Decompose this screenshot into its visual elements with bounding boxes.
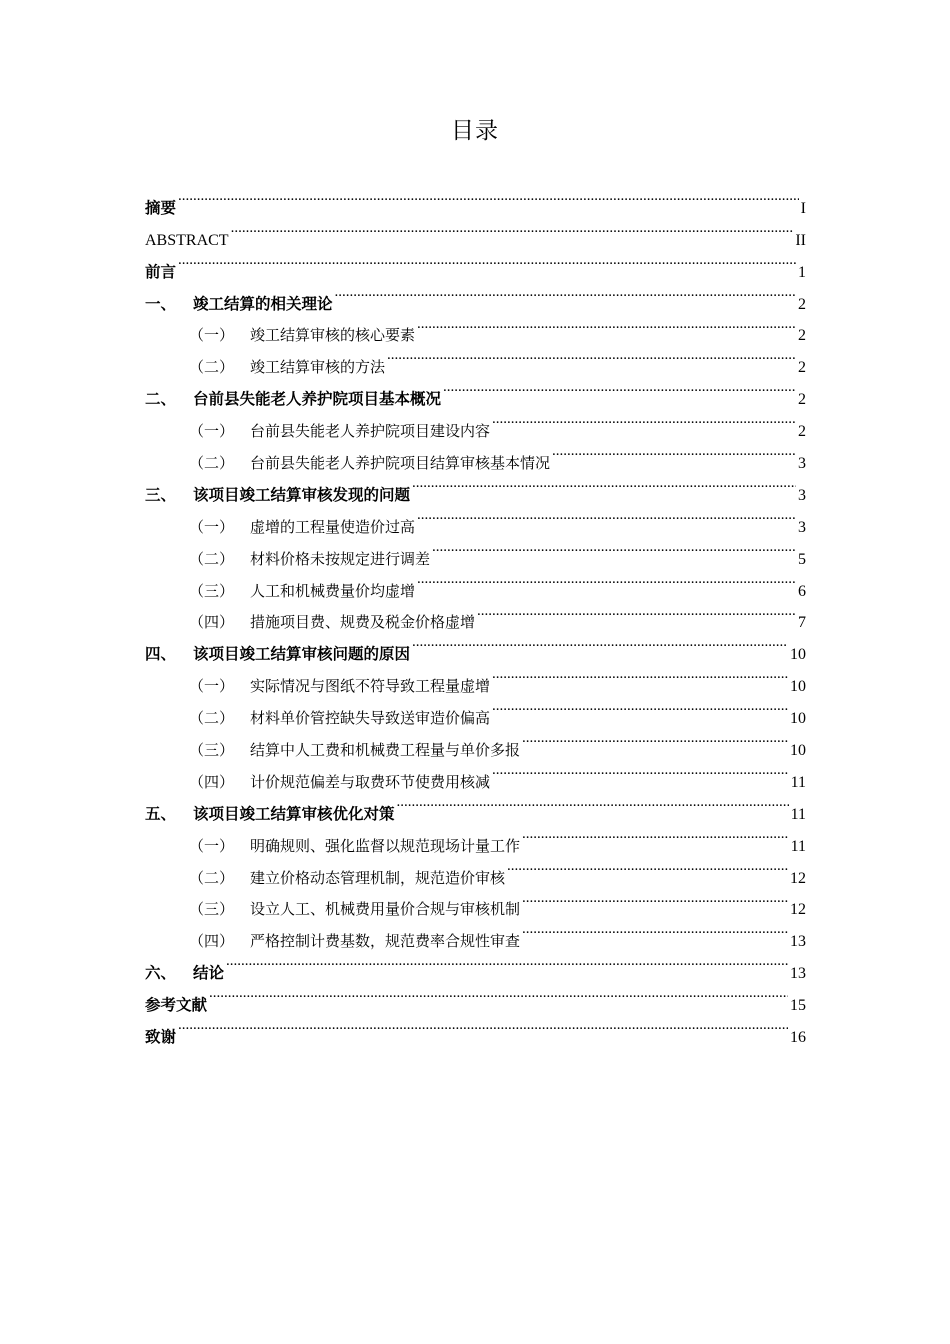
dot-leader: [417, 500, 796, 532]
dot-leader: [522, 819, 789, 851]
toc-entry-page-number: 13: [790, 933, 806, 951]
dot-leader: [522, 723, 788, 755]
toc-entry-label: 参考文献: [145, 996, 208, 1015]
dot-leader: [335, 277, 796, 309]
dot-leader: [178, 245, 796, 277]
dot-leader: [231, 213, 794, 245]
toc-entry[interactable]: [145, 1010, 806, 1047]
toc-entry-page-number: 10: [790, 646, 806, 664]
toc-entry-label: 明确规则、强化监督以规范现场计量工作: [250, 836, 521, 855]
toc-entry[interactable]: [145, 181, 806, 217]
toc-entry-label: 竣工结算的相关理论: [193, 294, 333, 313]
toc-entry-label: 人工和机械费量价均虚增: [250, 581, 416, 600]
toc-entry-page-number: 3: [798, 486, 806, 504]
toc-entry-label: 结算中人工费和机械费工程量与单价多报: [250, 741, 521, 760]
dot-leader: [492, 755, 789, 787]
toc-entry-label: 前言: [145, 262, 177, 281]
toc-entry-page-number: 10: [790, 742, 806, 760]
dot-leader: [492, 404, 796, 436]
toc-entry-number: 二、: [145, 390, 177, 409]
toc-entry-page-number: I: [800, 199, 806, 217]
toc-entry-label: 措施项目费、规费及税金价格虚增: [250, 613, 476, 632]
dot-leader: [492, 691, 788, 723]
toc-entry-page-number: 15: [790, 997, 806, 1015]
toc-entry-label: ABSTRACT: [145, 231, 229, 249]
toc-entry-number: 四、: [145, 645, 177, 664]
toc-entry-page-number: 7: [798, 614, 806, 632]
toc-entry-number: 三、: [145, 485, 177, 504]
dot-leader: [397, 787, 789, 819]
toc-entry[interactable]: [145, 277, 806, 313]
dot-leader: [507, 851, 788, 883]
dot-leader: [417, 309, 796, 341]
toc-entry-label: 致谢: [145, 1028, 177, 1047]
dot-leader: [443, 372, 796, 404]
toc-entry-label: 摘要: [145, 198, 177, 217]
dot-leader: [417, 564, 796, 596]
dot-leader: [178, 181, 799, 213]
toc-entry-label: 建立价格动态管理机制，规范造价审核: [250, 868, 506, 887]
toc-entry-page-number: 3: [798, 518, 806, 536]
toc-entry-label: 台前县失能老人养护院项目建设内容: [250, 422, 491, 441]
toc-entry-label: 该项目竣工结算审核问题的原因: [193, 645, 411, 664]
toc-entry-number: （一）: [189, 422, 235, 441]
toc-entry-number: 六、: [145, 964, 177, 983]
toc-entry-page-number: 2: [798, 327, 806, 345]
toc-entry-label: 材料单价管控缺失导致送审造价偏高: [250, 709, 491, 728]
toc-entry[interactable]: [145, 978, 806, 1015]
toc-entry-number: 五、: [145, 804, 177, 823]
dot-leader: [492, 659, 788, 691]
dot-leader: [412, 627, 788, 659]
toc-entry-label: 竣工结算审核的核心要素: [250, 326, 416, 345]
toc-entry-number: （四）: [189, 613, 235, 632]
toc-entry-label: 该项目竣工结算审核发现的问题: [193, 485, 411, 504]
toc-entry[interactable]: [145, 213, 806, 249]
toc-entry-number: （二）: [189, 709, 235, 728]
toc-entry-page-number: 5: [798, 550, 806, 568]
toc-entry-page-number: 2: [798, 423, 806, 441]
toc-entry-page-number: 11: [790, 805, 806, 823]
toc-entry[interactable]: [145, 946, 806, 983]
toc-entry-number: （二）: [189, 868, 235, 887]
toc-entry-number: （一）: [189, 677, 235, 696]
dot-leader: [412, 468, 796, 500]
toc-entry-page-number: 13: [790, 965, 806, 983]
toc-entry-number: （三）: [189, 900, 235, 919]
toc-entry-page-number: II: [795, 231, 806, 249]
toc-entry-page-number: 2: [798, 391, 806, 409]
toc-entry-label: 台前县失能老人养护院项目结算审核基本情况: [250, 454, 551, 473]
dot-leader: [522, 883, 788, 915]
toc-entry-number: （二）: [189, 454, 235, 473]
toc-entry-label: 结论: [193, 964, 225, 983]
toc-entry-number: （四）: [189, 772, 235, 791]
toc-entry-label: 竣工结算审核的方法: [250, 358, 386, 377]
toc-entry-number: （二）: [189, 549, 235, 568]
page-title: 目录: [451, 118, 499, 144]
toc-entry-page-number: 3: [798, 455, 806, 473]
toc-entry-label: 实际情况与图纸不符导致工程量虚增: [250, 677, 491, 696]
toc-entry-label: 计价规范偏差与取费环节使费用核减: [250, 772, 491, 791]
dot-leader: [552, 436, 796, 468]
toc-entry-label: 台前县失能老人养护院项目基本概况: [193, 390, 442, 409]
dot-leader: [209, 978, 788, 1010]
toc-entry-page-number: 12: [790, 901, 806, 919]
table-of-contents: [145, 181, 806, 1047]
toc-entry-label: 该项目竣工结算审核优化对策: [193, 804, 395, 823]
toc-entry-page-number: 2: [798, 295, 806, 313]
toc-entry-number: （二）: [189, 358, 235, 377]
toc-entry-label: 设立人工、机械费用量价合规与审核机制: [250, 900, 521, 919]
toc-entry-page-number: 6: [798, 582, 806, 600]
dot-leader: [226, 946, 788, 978]
toc-entry-page-number: 10: [790, 678, 806, 696]
dot-leader: [178, 1010, 788, 1042]
toc-entry-number: （三）: [189, 581, 235, 600]
toc-entry[interactable]: [145, 245, 806, 281]
toc-entry-page-number: 10: [790, 710, 806, 728]
toc-entry-page-number: 12: [790, 869, 806, 887]
toc-entry-page-number: 11: [790, 773, 806, 791]
toc-entry-page-number: 1: [798, 263, 806, 281]
toc-entry-page-number: 16: [790, 1029, 806, 1047]
dot-leader: [477, 596, 796, 628]
toc-entry-label: 材料价格未按规定进行调差: [250, 549, 431, 568]
toc-entry-number: （三）: [189, 741, 235, 760]
toc-entry-page-number: 2: [798, 359, 806, 377]
toc-entry-number: （一）: [189, 836, 235, 855]
toc-entry-page-number: 11: [790, 837, 806, 855]
dot-leader: [387, 340, 796, 372]
toc-entry-label: 严格控制计费基数，规范费率合规性审查: [250, 932, 521, 951]
toc-entry-number: （一）: [189, 517, 235, 536]
dot-leader: [522, 914, 788, 946]
dot-leader: [432, 532, 796, 564]
toc-entry-number: （一）: [189, 326, 235, 345]
toc-entry-number: （四）: [189, 932, 235, 951]
toc-entry-label: 虚增的工程量使造价过高: [250, 517, 416, 536]
toc-entry-number: 一、: [145, 294, 177, 313]
